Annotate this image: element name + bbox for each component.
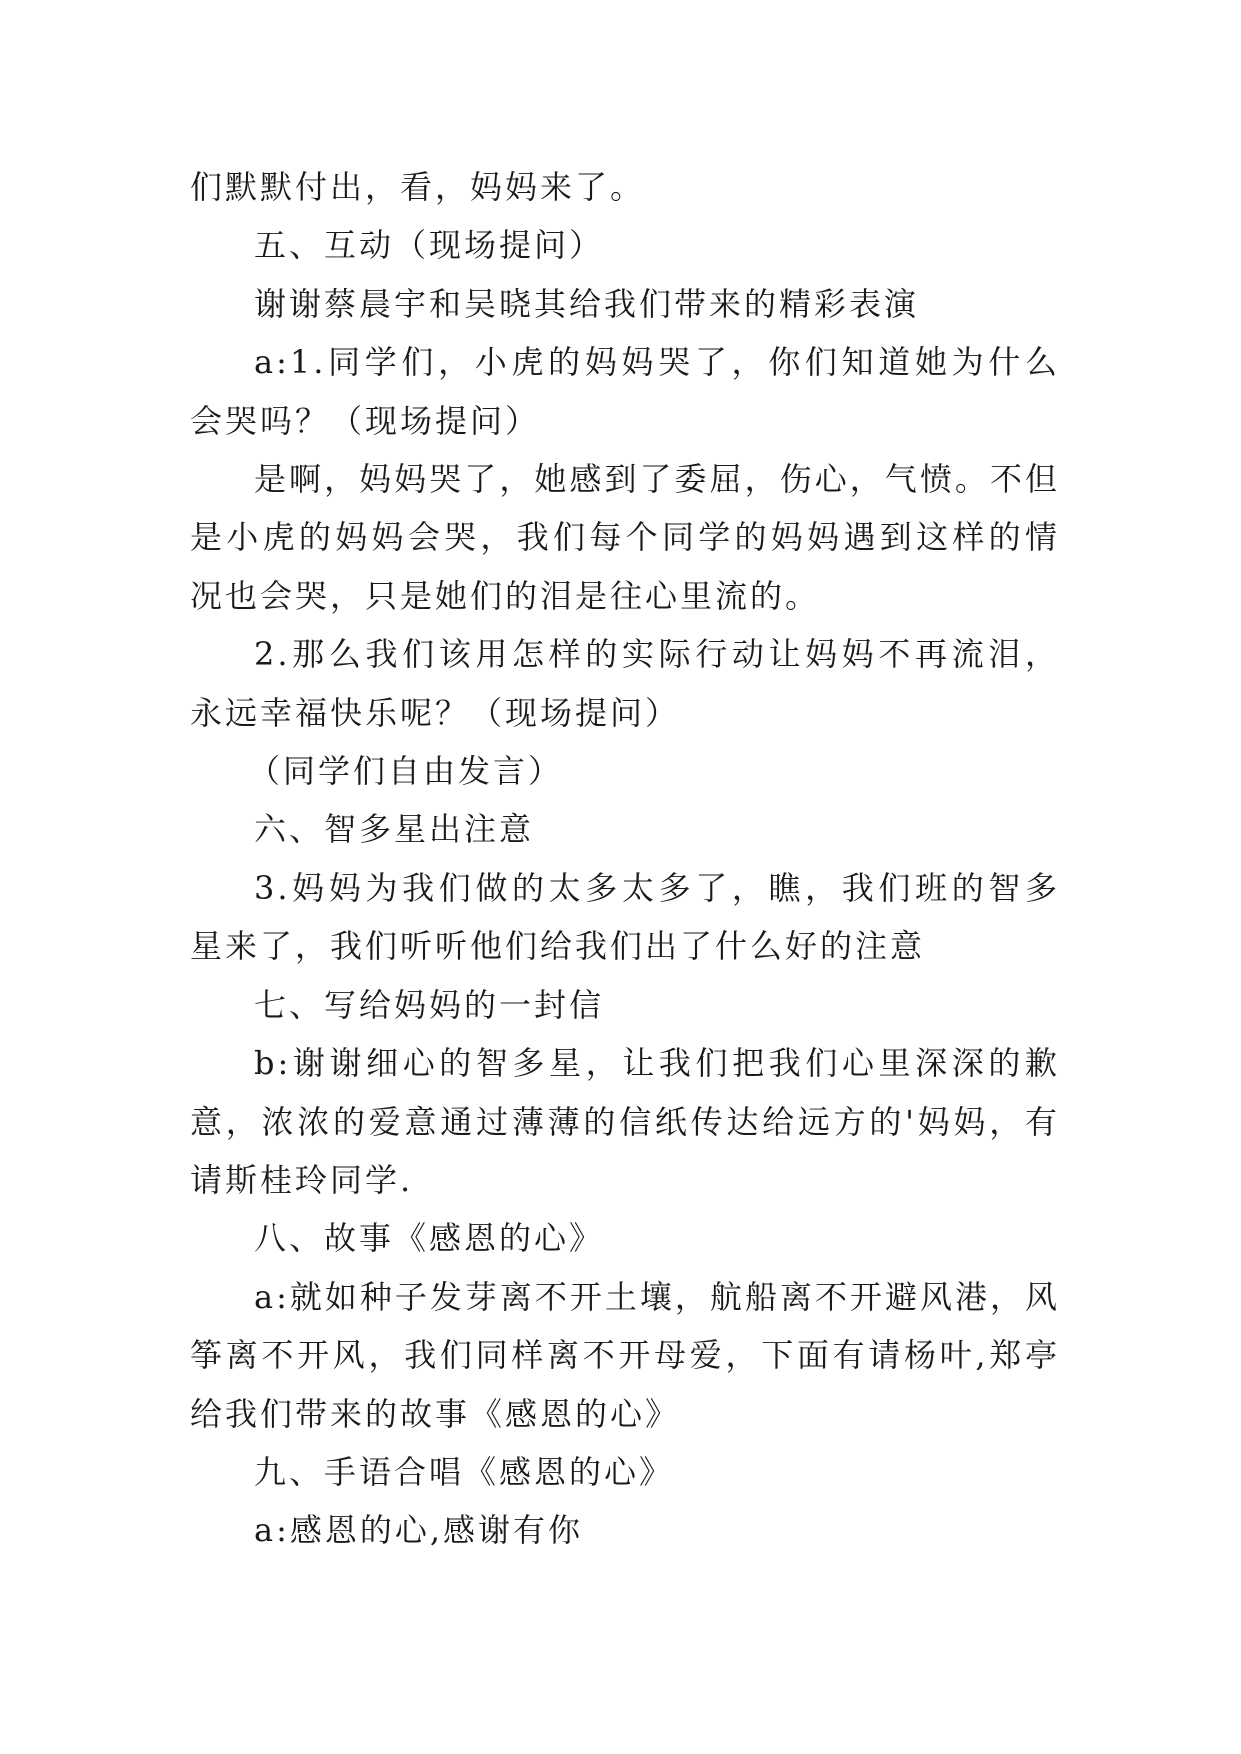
paragraph-question-3: 3.妈妈为我们做的太多太多了，瞧，我们班的智多星来了，我们听听他们给我们出了什么好的注意 — [190, 868, 1060, 966]
paragraph-letter: b:谢谢细心的智多星，让我们把我们心里深深的歉意，浓浓的爱意通过薄薄的信纸传达给远方的'妈妈，有请斯桂玲同学. — [190, 1044, 1060, 1199]
document-body — [190, 158, 1060, 1560]
section-heading-story: 八、故事《感恩的心》 — [254, 1219, 605, 1258]
paragraph-story: a:就如种子发芽离不开土壤，航船离不开避风港，风筝离不开风，我们同样离不开母爱，下面有请杨叶,郑亭给我们带来的故事《感恩的心》 — [190, 1277, 1060, 1433]
paragraph-thanks: 谢谢蔡晨宇和吴晓其给我们带来的精彩表演 — [254, 284, 920, 323]
paragraph-chorus: a:感恩的心,感谢有你 — [254, 1511, 584, 1550]
section-heading-interaction: 五、互动（现场提问） — [254, 226, 605, 265]
paragraph-answer-1: 是啊，妈妈哭了，她感到了委屈，伤心，气愤。不但是小虎的妈妈会哭，我们每个同学的妈妈遇到这样的情况也会哭，只是她们的泪是往心里流的。 — [190, 460, 1060, 615]
paragraph-continuation: 们默默付出，看，妈妈来了。 — [190, 168, 646, 206]
paragraph-question-1: a:1.同学们，小虎的妈妈哭了，你们知道她为什么会哭吗？（现场提问） — [190, 343, 1060, 440]
paragraph-question-2: 2.那么我们该用怎样的实际行动让妈妈不再流泪，永远幸福快乐呢？（现场提问） — [190, 635, 1060, 732]
paragraph-free-speech: （同学们自由发言） — [248, 752, 564, 791]
section-heading-ideas: 六、智多星出注意 — [254, 810, 535, 849]
section-heading-chorus: 九、手语合唱《感恩的心》 — [254, 1452, 675, 1491]
section-heading-letter: 七、写给妈妈的一封信 — [254, 985, 605, 1024]
